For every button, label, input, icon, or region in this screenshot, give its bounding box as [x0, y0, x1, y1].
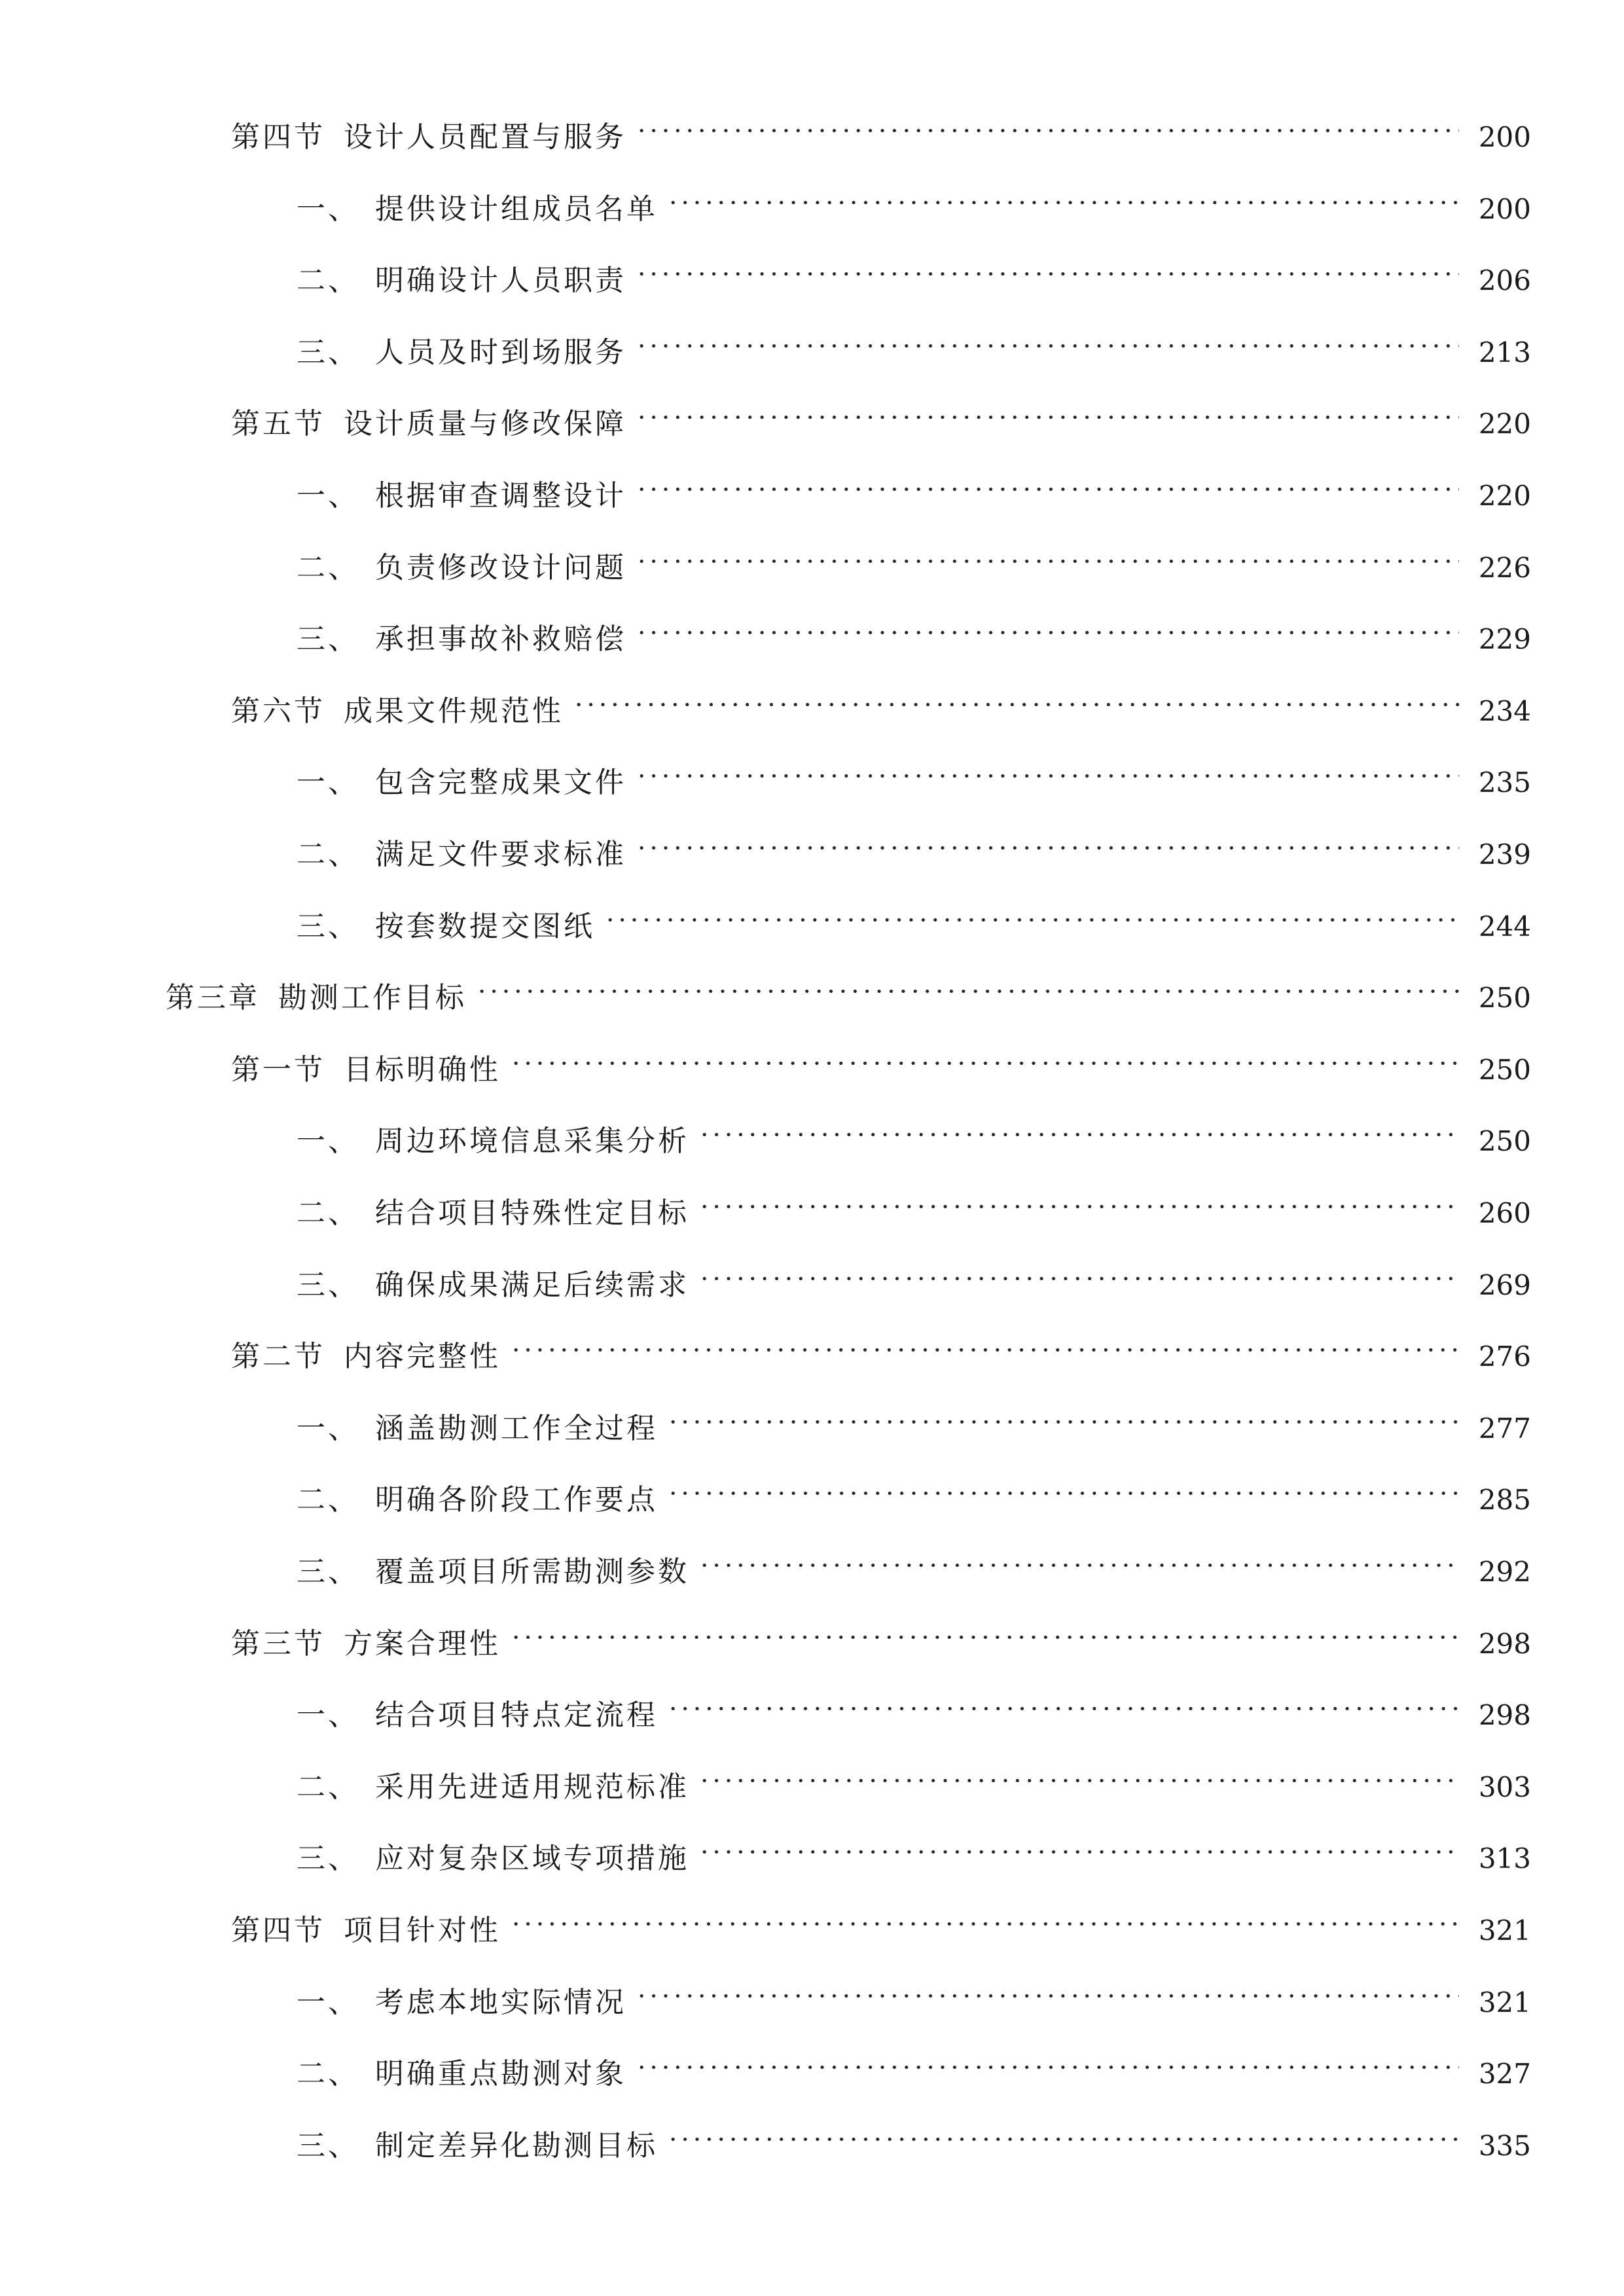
toc-entry-label: [297, 327, 636, 379]
dot-leader: [573, 668, 1459, 721]
toc-entry-label: [231, 1044, 510, 1096]
dot-leader: [636, 453, 1459, 505]
toc-entry-title: 确保成果满足后续需求: [375, 1268, 689, 1302]
toc-entry-title: 设计质量与修改保障: [344, 407, 626, 441]
toc-entry-item[interactable]: [0, 884, 1624, 943]
dot-leader: [604, 884, 1459, 936]
toc-entry-label: [297, 1761, 698, 1814]
toc-entry-page-number: 269: [1478, 1268, 1531, 1301]
toc-entry-title: 提供设计组成员名单: [375, 192, 658, 226]
toc-entry-number: 一、: [297, 1985, 359, 2019]
toc-entry-section[interactable]: [0, 1314, 1624, 1374]
toc-entry-item[interactable]: [0, 740, 1624, 800]
toc-entry-number: 第二节: [231, 1340, 325, 1374]
toc-entry-number: 第四节: [231, 120, 325, 154]
toc-entry-label: [297, 2120, 667, 2172]
toc-entry-label: [297, 1115, 698, 1168]
toc-entry-section[interactable]: [0, 668, 1624, 728]
toc-entry-label: [231, 111, 636, 164]
toc-entry-item[interactable]: [0, 166, 1624, 226]
toc-entry-number: 三、: [297, 1842, 359, 1876]
toc-entry-item[interactable]: [0, 1816, 1624, 1876]
toc-entry-title: 目标明确性: [344, 1052, 501, 1086]
toc-entry-number: 三、: [297, 909, 359, 943]
toc-entry-number: 二、: [297, 1196, 359, 1230]
toc-entry-page-number: 244: [1478, 910, 1531, 942]
toc-entry-number: 二、: [297, 838, 359, 871]
toc-entry-item[interactable]: [0, 1960, 1624, 2019]
toc-entry-label: [297, 1833, 698, 1885]
dot-leader: [636, 525, 1459, 577]
toc-entry-number: 三、: [297, 1268, 359, 1302]
dot-leader: [476, 955, 1459, 1007]
toc-entry-page-number: 298: [1478, 1699, 1531, 1732]
toc-entry-title: 覆盖项目所需勘测参数: [375, 1555, 689, 1588]
dot-leader: [636, 1960, 1459, 2012]
dot-leader: [667, 1386, 1459, 1438]
toc-entry-page-number: 239: [1478, 838, 1531, 870]
toc-entry-number: 一、: [297, 1411, 359, 1445]
toc-entry-number: 三、: [297, 1555, 359, 1588]
toc-entry-number: 二、: [297, 1770, 359, 1804]
toc-entry-number: 第三节: [231, 1626, 325, 1660]
toc-entry-item[interactable]: [0, 1744, 1624, 1804]
dot-leader: [698, 1170, 1459, 1223]
dot-leader: [636, 381, 1459, 433]
toc-entry-label: [166, 972, 476, 1024]
toc-entry-title: 成果文件规范性: [344, 694, 564, 728]
toc-entry-section[interactable]: [0, 381, 1624, 441]
toc-entry-label: [231, 1331, 510, 1383]
toc-entry-label: [297, 1977, 636, 2029]
toc-entry-title: 明确各阶段工作要点: [375, 1483, 658, 1517]
toc-entry-title: 结合项目特点定流程: [375, 1698, 658, 1732]
toc-entry-section[interactable]: [0, 1601, 1624, 1660]
toc-entry-page-number: 285: [1478, 1484, 1531, 1516]
toc-entry-item[interactable]: [0, 310, 1624, 369]
toc-entry-page-number: 234: [1478, 694, 1531, 727]
toc-entry-number: 第三章: [166, 981, 260, 1015]
toc-entry-label: [297, 255, 636, 307]
toc-entry-number: 一、: [297, 479, 359, 512]
toc-entry-label: [231, 1618, 510, 1670]
toc-entry-page-number: 292: [1478, 1556, 1531, 1588]
dot-leader: [698, 1816, 1459, 1868]
toc-entry-label: [297, 1689, 667, 1742]
toc-entry-item[interactable]: [0, 1242, 1624, 1302]
toc-entry-page-number: 220: [1478, 480, 1531, 512]
dot-leader: [510, 1601, 1459, 1653]
toc-entry-page-number: 303: [1478, 1770, 1531, 1803]
toc-entry-item[interactable]: [0, 1170, 1624, 1230]
dot-leader: [636, 238, 1459, 290]
toc-entry-item[interactable]: [0, 2103, 1624, 2162]
toc-entry-label: [297, 901, 604, 953]
toc-entry-title: 满足文件要求标准: [375, 838, 626, 871]
toc-entry-item[interactable]: [0, 1098, 1624, 1158]
toc-entry-page-number: 213: [1478, 336, 1531, 368]
toc-entry-title: 采用先进适用规范标准: [375, 1770, 689, 1804]
dot-leader: [698, 1529, 1459, 1581]
toc-entry-number: 第一节: [231, 1052, 325, 1086]
dot-leader: [636, 740, 1459, 792]
dot-leader: [510, 1314, 1459, 1366]
toc-entry-number: 二、: [297, 550, 359, 584]
toc-entry-title: 包含完整成果文件: [375, 766, 626, 800]
toc-entry-title: 涵盖勘测工作全过程: [375, 1411, 658, 1445]
toc-entry-item[interactable]: [0, 1386, 1624, 1445]
toc-entry-page-number: 220: [1478, 408, 1531, 440]
toc-entry-section[interactable]: [0, 1027, 1624, 1086]
dot-leader: [667, 1457, 1459, 1509]
toc-entry-title: 方案合理性: [344, 1626, 501, 1660]
toc-entry-number: 第六节: [231, 694, 325, 728]
dot-leader: [698, 1098, 1459, 1151]
toc-entry-item[interactable]: [0, 238, 1624, 298]
toc-entry-page-number: 260: [1478, 1197, 1531, 1229]
dot-leader: [510, 1888, 1459, 1940]
toc-entry-page-number: 200: [1478, 121, 1531, 153]
dot-leader: [636, 596, 1459, 649]
toc-entry-item[interactable]: [0, 1529, 1624, 1588]
toc-entry-page-number: 250: [1478, 982, 1531, 1014]
toc-entry-label: [297, 1474, 667, 1526]
toc-entry-title: 明确重点勘测对象: [375, 2057, 626, 2091]
toc-entry-number: 一、: [297, 192, 359, 226]
toc-entry-page-number: 298: [1478, 1627, 1531, 1660]
dot-leader: [636, 2031, 1459, 2083]
toc-entry-page-number: 235: [1478, 766, 1531, 799]
toc-entry-page-number: 321: [1478, 1914, 1531, 1946]
toc-entry-label: [297, 1259, 698, 1312]
toc-entry-label: [297, 757, 636, 809]
toc-entry-number: 一、: [297, 1698, 359, 1732]
toc-entry-page-number: 250: [1478, 1053, 1531, 1086]
toc-entry-title: 项目针对性: [344, 1914, 501, 1947]
toc-entry-label: [231, 685, 573, 738]
toc-entry-title: 应对复杂区域专项措施: [375, 1842, 689, 1876]
toc-entry-page-number: 335: [1478, 2129, 1531, 2162]
toc-entry-label: [297, 542, 636, 594]
toc-entry-item[interactable]: [0, 453, 1624, 512]
toc-entry-label: [297, 2048, 636, 2100]
toc-entry-number: 三、: [297, 2128, 359, 2162]
dot-leader: [636, 812, 1459, 864]
toc-entry-title: 内容完整性: [344, 1340, 501, 1374]
toc-entry-title: 制定差异化勘测目标: [375, 2128, 658, 2162]
toc-entry-page-number: 321: [1478, 1986, 1531, 2018]
toc-entry-item[interactable]: [0, 812, 1624, 871]
dot-leader: [510, 1027, 1459, 1079]
toc-entry-label: [297, 613, 636, 666]
toc-entry-item[interactable]: [0, 596, 1624, 656]
toc-entry-label: [297, 470, 636, 522]
toc-entry-title: 设计人员配置与服务: [344, 120, 626, 154]
toc-entry-number: 一、: [297, 766, 359, 800]
toc-entry-page-number: 327: [1478, 2058, 1531, 2090]
dot-leader: [698, 1744, 1459, 1797]
toc-entry-title: 承担事故补救赔偿: [375, 622, 626, 656]
toc-entry-item[interactable]: [0, 2031, 1624, 2091]
dot-leader: [636, 94, 1459, 147]
toc-entry-label: [231, 1905, 510, 1957]
toc-entry-number: 二、: [297, 264, 359, 298]
toc-entry-page-number: 229: [1478, 623, 1531, 656]
toc-entry-page-number: 206: [1478, 264, 1531, 297]
toc-entry-number: 三、: [297, 622, 359, 656]
toc-entry-title: 明确设计人员职责: [375, 264, 626, 298]
toc-entry-label: [297, 1187, 698, 1240]
toc-entry-title: 根据审查调整设计: [375, 479, 626, 512]
toc-entry-section[interactable]: [0, 94, 1624, 154]
toc-entry-page-number: 250: [1478, 1125, 1531, 1158]
toc-entry-title: 结合项目特殊性定目标: [375, 1196, 689, 1230]
toc-entry-number: 三、: [297, 335, 359, 369]
toc-entry-title: 周边环境信息采集分析: [375, 1124, 689, 1158]
toc-entry-title: 人员及时到场服务: [375, 335, 626, 369]
toc-entry-item[interactable]: [0, 1672, 1624, 1732]
toc-entry-item[interactable]: [0, 525, 1624, 584]
toc-entry-item[interactable]: [0, 1457, 1624, 1517]
toc-entry-page-number: 200: [1478, 192, 1531, 225]
dot-leader: [667, 2103, 1459, 2155]
toc-entry-page-number: 313: [1478, 1842, 1531, 1875]
toc-entry-label: [297, 1546, 698, 1598]
dot-leader: [667, 1672, 1459, 1725]
toc-entry-section[interactable]: [0, 1888, 1624, 1947]
dot-leader: [698, 1242, 1459, 1295]
toc-entry-number: 第五节: [231, 407, 325, 441]
toc-entry-page-number: 277: [1478, 1412, 1531, 1444]
toc-entry-page-number: 276: [1478, 1340, 1531, 1373]
dot-leader: [667, 166, 1459, 219]
toc-entry-number: 一、: [297, 1124, 359, 1158]
toc-entry-chapter[interactable]: [0, 955, 1624, 1015]
toc-entry-number: 二、: [297, 1483, 359, 1517]
toc-entry-label: [297, 829, 636, 881]
toc-entry-title: 负责修改设计问题: [375, 550, 626, 584]
toc-entry-page-number: 226: [1478, 551, 1531, 584]
toc-entry-number: 第四节: [231, 1914, 325, 1947]
toc-entry-title: 考虑本地实际情况: [375, 1985, 626, 2019]
dot-leader: [636, 310, 1459, 362]
toc-entry-title: 勘测工作目标: [278, 981, 467, 1015]
toc-entry-label: [231, 398, 636, 450]
toc-entry-number: 二、: [297, 2057, 359, 2091]
toc-entry-label: [297, 1403, 667, 1455]
toc-entry-title: 按套数提交图纸: [375, 909, 595, 943]
toc-entry-label: [297, 183, 667, 236]
